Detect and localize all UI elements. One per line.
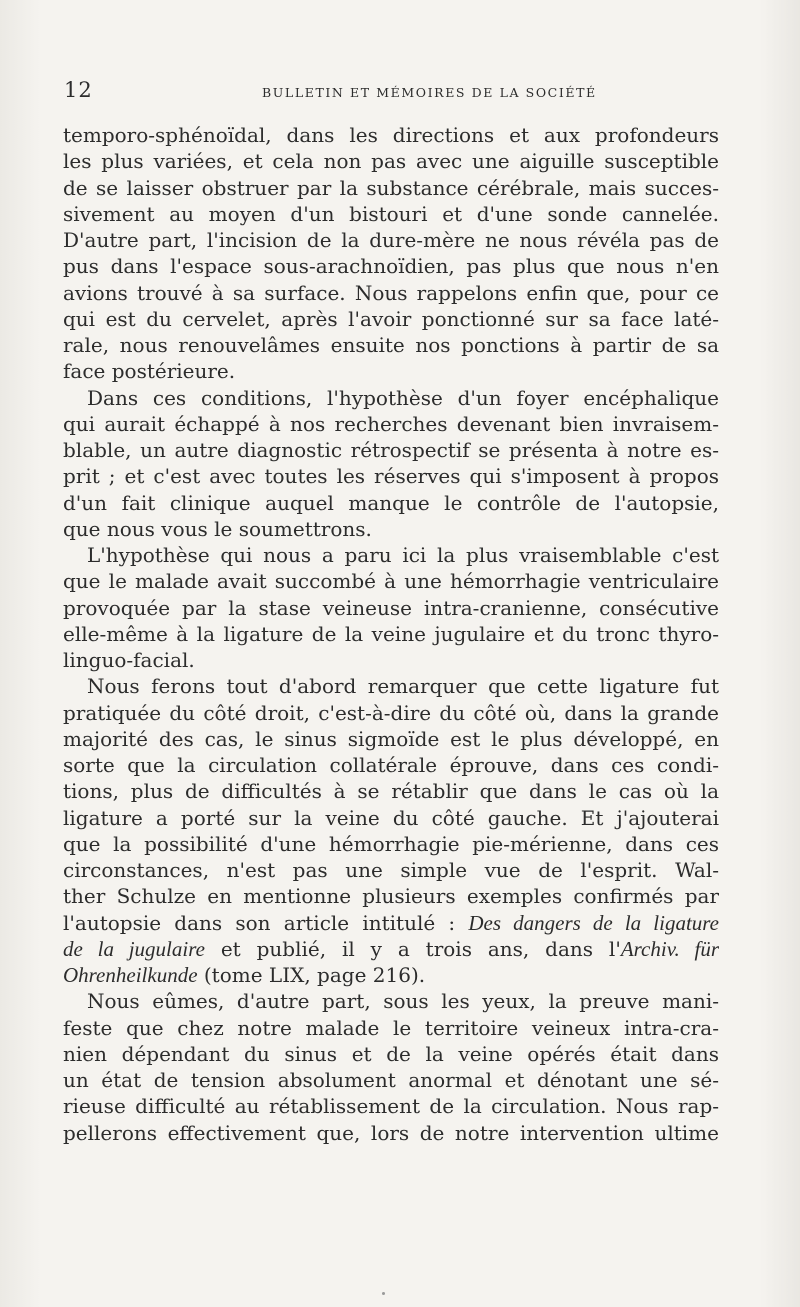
paragraph-first-line: Nous ferons tout d'abord remarquer que cette ligature fut bbox=[87, 674, 719, 699]
italic-title-run: Des dangers de la ligature bbox=[468, 910, 719, 935]
text-line: les plus variées, et cela non pas avec une aiguille susceptible bbox=[63, 149, 719, 174]
italic-journal-run: Archiv. für bbox=[620, 936, 719, 961]
text-line: pratiquée du côté droit, c'est-à-dire du côté où, dans la grande bbox=[63, 700, 719, 725]
text-line: rieuse difficulté au rétablissement de la circulation. Nous rap- bbox=[63, 1094, 719, 1119]
text-line: elle-même à la ligature de la veine jugulaire et du tronc thyro- bbox=[63, 621, 719, 646]
text-line: qui aurait échappé à nos recherches devenant bien invraisem- bbox=[63, 411, 719, 436]
text-line: tions, plus de difficultés à se rétablir que dans le cas où la bbox=[63, 779, 719, 804]
text-line: sivement au moyen d'un bistouri et d'une sonde cannelée. bbox=[63, 201, 719, 226]
text-line: avions trouvé à sa surface. Nous rappelons enfin que, pour ce bbox=[63, 280, 719, 305]
text-line: prit ; et c'est avec toutes les réserves qui s'imposent à propos bbox=[63, 464, 719, 489]
ink-speck bbox=[382, 1292, 385, 1295]
paragraph-first-line: Dans ces conditions, l'hypothèse d'un foyer encéphalique bbox=[87, 385, 719, 410]
text-line: rale, nous renouvelâmes ensuite nos ponctions à partir de sa bbox=[63, 333, 719, 357]
page-number: 12 bbox=[64, 78, 93, 102]
text-run: (tome LIX, page 216). bbox=[197, 963, 426, 987]
text-line-with-title bbox=[63, 910, 719, 936]
body-text bbox=[63, 122, 719, 1146]
text-line-with-title bbox=[63, 962, 719, 988]
text-line: d'un fait clinique auquel manque le contrôle de l'autopsie, bbox=[63, 490, 719, 515]
text-line: ligature a porté sur la veine du côté gauche. Et j'ajouterai bbox=[63, 805, 719, 830]
running-head: BULLETIN ET MÉMOIRES DE LA SOCIÉTÉ bbox=[262, 85, 597, 100]
text-line: nien dépendant du sinus et de la veine opérés était dans bbox=[63, 1041, 719, 1066]
text-line: pus dans l'espace sous-arachnoïdien, pas plus que nous n'en bbox=[63, 254, 719, 279]
text-line: ther Schulze en mentionne plusieurs exemples confirmés par bbox=[63, 884, 719, 909]
text-line: majorité des cas, le sinus sigmoïde est le plus développé, en bbox=[63, 726, 719, 751]
text-line: blable, un autre diagnostic rétrospectif se présenta à notre es- bbox=[63, 438, 719, 462]
text-line: face postérieure. bbox=[63, 359, 236, 384]
italic-title-run: de la jugulaire bbox=[63, 936, 205, 961]
paragraph-first-line: Nous eûmes, d'autre part, sous les yeux, la preuve mani- bbox=[87, 989, 719, 1014]
text-line: que la possibilité d'une hémorrhagie pie-mérienne, dans ces bbox=[63, 831, 719, 856]
page-header bbox=[64, 78, 720, 104]
paragraph-first-line: L'hypothèse qui nous a paru ici la plus vraisemblable c'est bbox=[87, 543, 719, 567]
italic-journal-run: Ohrenheilkunde bbox=[63, 963, 198, 987]
text-line: provoquée par la stase veineuse intra-cranienne, consécutive bbox=[63, 595, 719, 620]
text-line: un état de tension absolument anormal et dénotant une sé- bbox=[63, 1068, 719, 1092]
text-line: que nous vous le soumettrons. bbox=[63, 516, 372, 541]
text-line: circonstances, n'est pas une simple vue de l'esprit. Wal- bbox=[63, 858, 719, 882]
text-line-with-title bbox=[63, 936, 719, 962]
text-line: temporo-sphénoïdal, dans les directions et aux profondeurs bbox=[63, 123, 719, 147]
text-line: que le malade avait succombé à une hémorrhagie ventriculaire bbox=[63, 569, 719, 594]
text-run: l'autopsie dans son article intitulé : bbox=[63, 910, 469, 935]
text-line: qui est du cervelet, après l'avoir ponctionné sur sa face laté- bbox=[63, 306, 719, 331]
text-line: pellerons effectivement que, lors de notre intervention ultime bbox=[63, 1120, 719, 1145]
text-line: feste que chez notre malade le territoire veineux intra-cra- bbox=[63, 1015, 719, 1040]
text-line: D'autre part, l'incision de la dure-mère ne nous révéla pas de bbox=[63, 228, 719, 252]
text-line: sorte que la circulation collatérale éprouve, dans ces condi- bbox=[63, 753, 719, 777]
text-line: linguo-facial. bbox=[63, 648, 195, 672]
text-line: de se laisser obstruer par la substance cérébrale, mais succes- bbox=[63, 175, 719, 200]
text-run: et publié, il y a trois ans, dans l' bbox=[204, 936, 621, 961]
